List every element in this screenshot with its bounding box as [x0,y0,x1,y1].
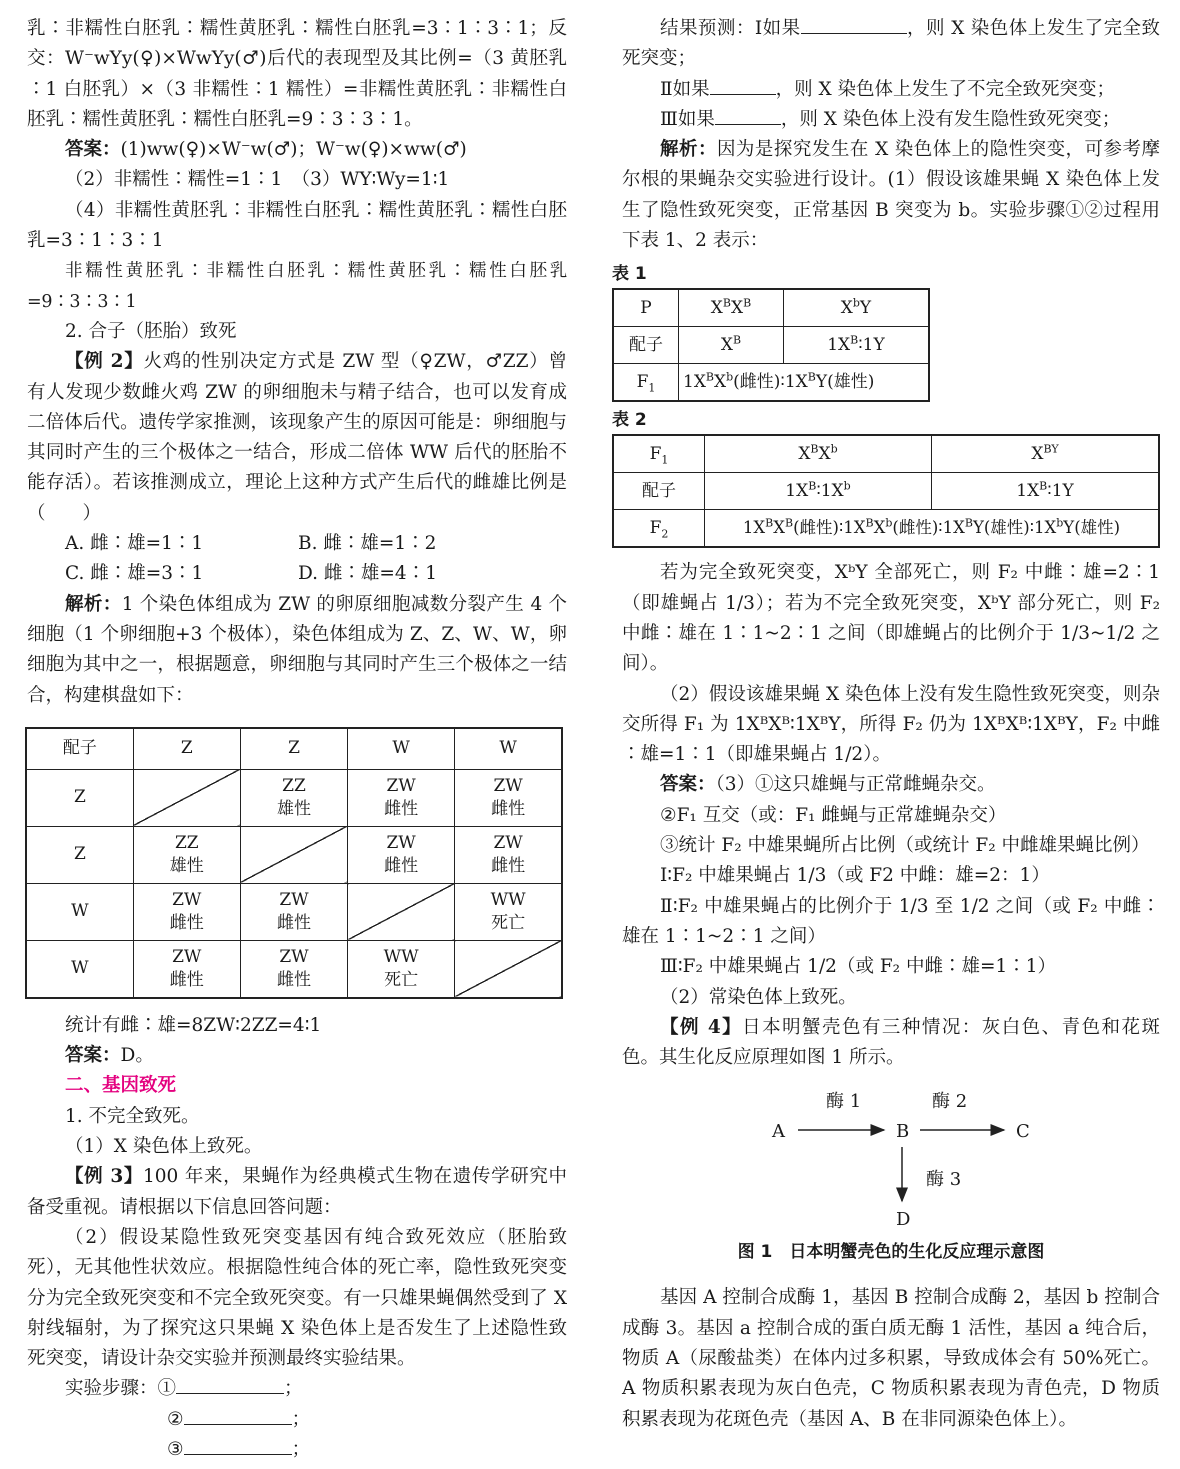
example-3-tag: 【例 3】 [65,1166,144,1188]
answer-line-2: ②F₁ 互交（或：F₁ 雌蝇与正常雄蝇杂交） [660,804,1007,826]
table-cell: $X^bY$ [783,289,929,327]
table-cell: W [455,728,562,770]
table-cell: ZW 雌性 [455,769,562,826]
answer-label: 答案： [65,1045,121,1067]
answer-line-7: （2）常染色体上致死。 [660,986,857,1008]
table-cell: ZW 雌性 [133,940,240,998]
table-cell: 配子 [613,327,679,364]
table-cell: $X^B$ [679,327,784,364]
node-c: C [1016,1121,1030,1143]
table-cell: $1X^BX^B$(雌性)$∶1X^BX^b$(雌性)$∶1X^BY$(雄性)$∶1X^bY$(雄性) [705,510,1160,548]
answer-line-6: Ⅲ∶F₂ 中雄果蝇占 1/2（或 F₂ 中雌∶雄=1∶1） [660,956,1056,978]
analysis-example-3: 解析：因为是探究发生在 X 染色体上的隐性突变，可参考摩尔根的果蝇杂交实验进行设计。(1）假设该雄果蝇 X 染色体上发生了隐性致死突变，正常基因 B 突变为 b。实验步骤①②过程用下表 1、2 表示： [622,139,1160,252]
table-cell: $1X^BX^b$(雌性)$∶1X^BY$(雄性) [679,364,930,402]
table-cell: W [348,728,455,770]
diagonal-cell [133,769,240,826]
experiment-step-2: ② ； [27,1405,567,1435]
table-row [613,327,929,364]
enzyme-2-label: 酶 2 [932,1091,968,1113]
table-cell: Z [26,769,133,826]
option-a: A. 雌∶雄=1∶1 [65,533,204,555]
table-cell: ZW 雌性 [240,940,347,998]
example-2-tag: 【例 2】 [65,351,144,373]
table-cell: $X^BX^b$ [705,435,932,473]
table-cell: $F_2$ [613,510,705,548]
example-4-tag: 【例 4】 [660,1016,743,1038]
prediction-3: Ⅲ如果 ，则 X 染色体上没有发生隐性致死突变； [622,105,1160,135]
paragraph-reciprocal-cross: 乳∶非糯性白胚乳∶糯性黄胚乳∶糯性白胚乳=3∶1∶3∶1；反交：W⁻wYy(♀)×WwYy(♂)后代的表现型及其比例=（3 黄胚乳∶1 白胚乳）×（3 非糯性∶1 糯性）=非糯性黄胚乳∶非糯性白胚乳∶糯性黄胚乳∶糯性白胚乳=9∶3∶3∶1。 [27,18,567,130]
answer-label: 答案： [660,774,716,796]
node-a: A [772,1121,785,1143]
answer-blank [184,1406,292,1425]
table-cell: $X^BX^B$ [679,289,784,327]
table-row [613,435,1159,473]
analysis-label: 解析： [65,593,122,615]
section-zygote-lethal: 2. 合子（胚胎）致死 [65,320,237,342]
figure-1-diagram [622,1083,1160,1233]
experiment-step-1: 实验步骤：① ； [27,1374,567,1404]
table-cell: P [613,289,679,327]
answer-line-1: 答案：(1)ww(♀)×W⁻w(♂)；W⁻w(♀)×ww(♂) [65,139,467,161]
table-cell: WW 死亡 [455,883,562,940]
table-2 [612,434,1160,548]
table-cell: $F_1$ [613,435,705,473]
answer-line-2: （2）非糯性∶糯性=1∶1 （3）WY∶Wy=1∶1 [65,169,450,191]
answer-line-4: （4）非糯性黄胚乳∶非糯性白胚乳∶糯性黄胚乳∶糯性白胚乳=3∶1∶3∶1 [27,199,567,252]
paragraph-no-lethal: （2）假设该雄果蝇 X 染色体上没有发生隐性致死突变，则杂交所得 F₁ 为 1XᴮXᴮ∶1XᴮY，所得 F₂ 仍为 1XᴮXᴮ∶1XᴮY，F₂ 中雌∶雄=1∶1（即雄果蝇占 1/2）。 [622,683,1160,766]
answer-label: 答案： [65,139,121,161]
enzyme-1-label: 酶 1 [826,1091,862,1113]
diagonal-cell [240,826,347,883]
options-row-2 [27,559,567,589]
answer-blank [801,15,907,34]
paragraph-genes: 基因 A 控制合成酶 1，基因 B 控制合成酶 2，基因 b 控制合成酶 3。基因 a 控制合成的蛋白质无酶 1 活性，基因 a 纯合后，物质 A（尿酸盐类）在体内过多积累，导致成体会有 50%死亡。A 物质积累表现为灰白色壳，C 物质积累表现为青色壳，D 物质积累表现为花斑色壳（基因 A、B 在非同源染色体上）。 [622,1287,1160,1430]
table-row [26,826,562,883]
table-cell: WW 死亡 [348,940,455,998]
subsection-incomplete-lethal: 1. 不完全致死。 [65,1105,200,1127]
table-cell: ZW 雌性 [240,883,347,940]
experiment-step-3: ③ ； [27,1435,567,1465]
table-2-label: 表 2 [612,410,647,431]
answer-line-5: Ⅱ∶F₂ 中雄果蝇占的比例介于 1/3 至 1/2 之间（或 F₂ 中雌∶雄在 1∶1~2∶1 之间） [622,895,1160,947]
enzyme-3-label: 酶 3 [926,1169,962,1191]
subsection-x-lethal: （1）X 染色体上致死。 [65,1136,263,1158]
answer-line-4: Ⅰ∶F₂ 中雄果蝇占 1/3（或 F2 中雌：雄=2：1） [660,865,1050,887]
option-b: B. 雌∶雄=1∶2 [298,533,437,555]
table-cell: W [26,940,133,998]
table-cell: $1X^B∶1Y$ [783,327,929,364]
table-cell: ZW 雌性 [133,883,240,940]
table-cell: 配子 [26,728,133,770]
table-cell: W [26,883,133,940]
table-cell: 配子 [613,473,705,510]
table-row [26,883,562,940]
table-cell: ZW 雌性 [455,826,562,883]
option-c: C. 雌∶雄=3∶1 [65,563,204,585]
analysis-label: 解析： [660,139,717,161]
arrows-svg [622,1083,1160,1233]
table-cell: Z [240,728,347,770]
heading-gene-lethal: 二、基因致死 [65,1075,177,1097]
table-row [613,510,1159,548]
diagonal-cell [348,883,455,940]
answer-d-line: 答案：D。 [65,1045,154,1067]
analysis-example-2: 解析：1 个染色体组成为 ZW 的卵原细胞减数分裂产生 4 个细胞（1 个卵细胞+3 个极体），染色体组成为 Z、Z、W、W，卵细胞为其中之一，根据题意，卵细胞与其同时产生三个极体之一结合，构建棋盘如下： [27,593,567,706]
table-row [613,473,1159,510]
left-column [27,14,567,1465]
statistics-line: 统计有雌∶雄=8ZW∶2ZZ=4∶1 [65,1014,322,1036]
figure-1-caption: 图 1 日本明蟹壳色的生化反应理示意图 [737,1242,1045,1263]
table-cell: ZZ 雄性 [240,769,347,826]
table-row [613,364,929,402]
table-row [26,940,562,998]
answer-line-3: ③统计 F₂ 中雄果蝇所占比例（或统计 F₂ 中雌雄果蝇比例） [660,835,1150,857]
table-cell: ZZ 雄性 [133,826,240,883]
table-cell: $X^{BY}$ [932,435,1160,473]
answer-line-5: 非糯性黄胚乳∶非糯性白胚乳∶糯性黄胚乳∶糯性白胚乳=9∶3∶3∶1 [27,261,567,312]
table-cell: Z [26,826,133,883]
example-2: 【例 2】火鸡的性别决定方式是 ZW 型（♀ZW，♂ZZ）曾有人发现少数雌火鸡 ZW 的卵细胞未与精子结合，也可以发育成二倍体后代。遗传学家推测，该现象产生的原因可能是：卵细胞与其同时产生的三个极体之一结合，形成二倍体 WW 后代的胚胎不能存活）。若该推测成立，理论上这种方式产生后代的雌雄比例是（ ） [27,351,567,524]
answer-blank [176,1375,284,1394]
table-cell: $F_1$ [613,364,679,402]
gamete-checkerboard [25,727,563,999]
node-d: D [896,1209,911,1231]
table-cell: Z [133,728,240,770]
diagonal-cell [455,940,562,998]
right-column [612,14,1161,1435]
option-d: D. 雌∶雄=4∶1 [298,563,437,585]
node-b: B [896,1121,910,1143]
table-1 [612,288,930,402]
example-3-question: （2）假设某隐性致死突变基因有纯合致死效应（胚胎致死），无其他性状效应。根据隐性纯合体的死亡率，隐性致死突变分为完全致死突变和不完全致死突变。有一只雄果蝇偶然受到了 X 射线辐射，为了探究这只果蝇 X 染色体上是否发生了上述隐性致死突变，请设计杂交实验并预测最终实验结果。 [27,1226,567,1370]
answer-blank [715,106,781,125]
answer-blank [710,76,776,95]
table-1-label: 表 1 [612,264,647,285]
example-4: 【例 4】日本明蟹壳色有三种情况：灰白色、青色和花斑色。其生化反应原理如图 1 所示。 [622,1016,1160,1069]
example-3: 【例 3】100 年来，果蝇作为经典模式生物在遗传学研究中备受重视。请根据以下信息回答问题： [27,1166,567,1218]
table-row [26,769,562,826]
table-row [613,289,929,327]
table-cell: $1X^B∶1Y$ [932,473,1160,510]
prediction-2: Ⅱ如果 ，则 X 染色体上发生了不完全致死突变； [622,75,1160,105]
answer-blank [184,1436,292,1455]
answer-line-1: 答案：（3）①这只雄蝇与正常雌蝇杂交。 [660,774,996,796]
table-cell: ZW 雌性 [348,826,455,883]
options-row-1 [27,529,567,559]
paragraph-complete-lethal: 若为完全致死突变，XᵇY 全部死亡，则 F₂ 中雌∶雄=2∶1（即雄蝇占 1/3）；若为不完全致死突变，XᵇY 部分死亡，则 F₂ 中雌∶雄在 1∶1~2∶1 之间（即雄蝇占的比例介于 1/3~1/2 之间）。 [622,562,1160,675]
table-header-row [26,728,562,770]
table-cell: $1X^B∶1X^b$ [705,473,932,510]
prediction-1: 结果预测：Ⅰ如果 ，则 X 染色体上发生了完全致死突变； [622,14,1160,75]
table-cell: ZW 雌性 [348,769,455,826]
